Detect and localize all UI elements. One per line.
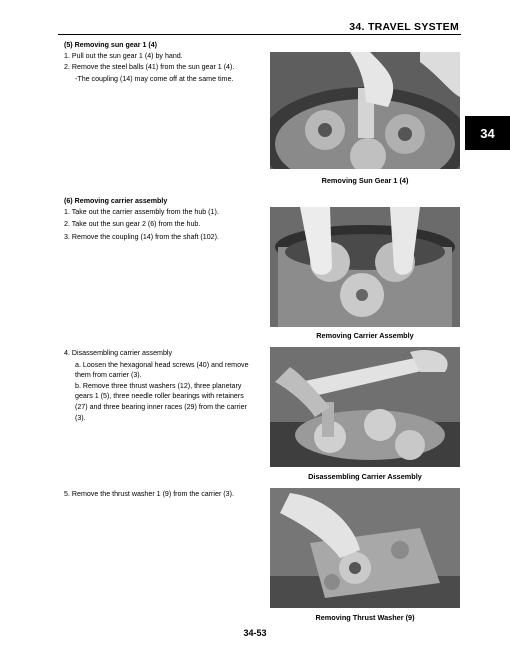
photo-sun-gear [270, 52, 460, 169]
step-text: a. Loosen the hexagonal head screws (40) and remove them from carrier (3). [75, 360, 249, 380]
section-thrust-washer-text [64, 489, 269, 500]
section-sun-gear-text [64, 40, 264, 84]
photo-caption: Disassembling Carrier Assembly [308, 472, 422, 481]
photo-thrust-washer [270, 488, 460, 608]
photo-disassembling-carrier [270, 347, 460, 467]
section-title: 34. TRAVEL SYSTEM [349, 21, 459, 33]
section-disassemble-text [64, 348, 255, 423]
page-number: 34-53 [243, 628, 267, 638]
section-heading: (5) Removing sun gear 1 (4) [64, 41, 158, 49]
chapter-tab: 34 [465, 116, 510, 150]
step-text: 5. Remove the thrust washer 1 (9) from the carrier (3). [64, 490, 234, 498]
photo-caption: Removing Sun Gear 1 (4) [321, 176, 409, 185]
section-heading: (6) Removing carrier assembly [64, 197, 168, 205]
step-text: 1. Pull out the sun gear 1 (4) by hand. [64, 51, 183, 60]
step-text: 3. Remove the coupling (14) from the shaft (102). [64, 232, 219, 241]
photo-caption: Removing Carrier Assembly [316, 331, 414, 340]
step-text: 2. Remove the steel balls (41) from the sun gear 1 (4). [64, 63, 235, 72]
header-rule [58, 34, 461, 35]
step-text: 1. Take out the carrier assembly from the hub (1). [64, 207, 219, 216]
step-text: b. Remove three thrust washers (12), three planetary gears 1 (5), three needle roller bearings with retainers (27) and three bearing inner races (29) from the carrier (3). [75, 381, 247, 422]
step-text: 4. Disassembling carrier assembly [64, 349, 173, 357]
photo-caption: Removing Thrust Washer (9) [315, 613, 415, 622]
section-carrier-text [64, 196, 264, 242]
step-note: -The coupling (14) may come off at the same time. [75, 74, 234, 83]
step-text: 2. Take out the sun gear 2 (6) from the hub. [64, 220, 201, 229]
photo-carrier-assembly [270, 207, 460, 327]
